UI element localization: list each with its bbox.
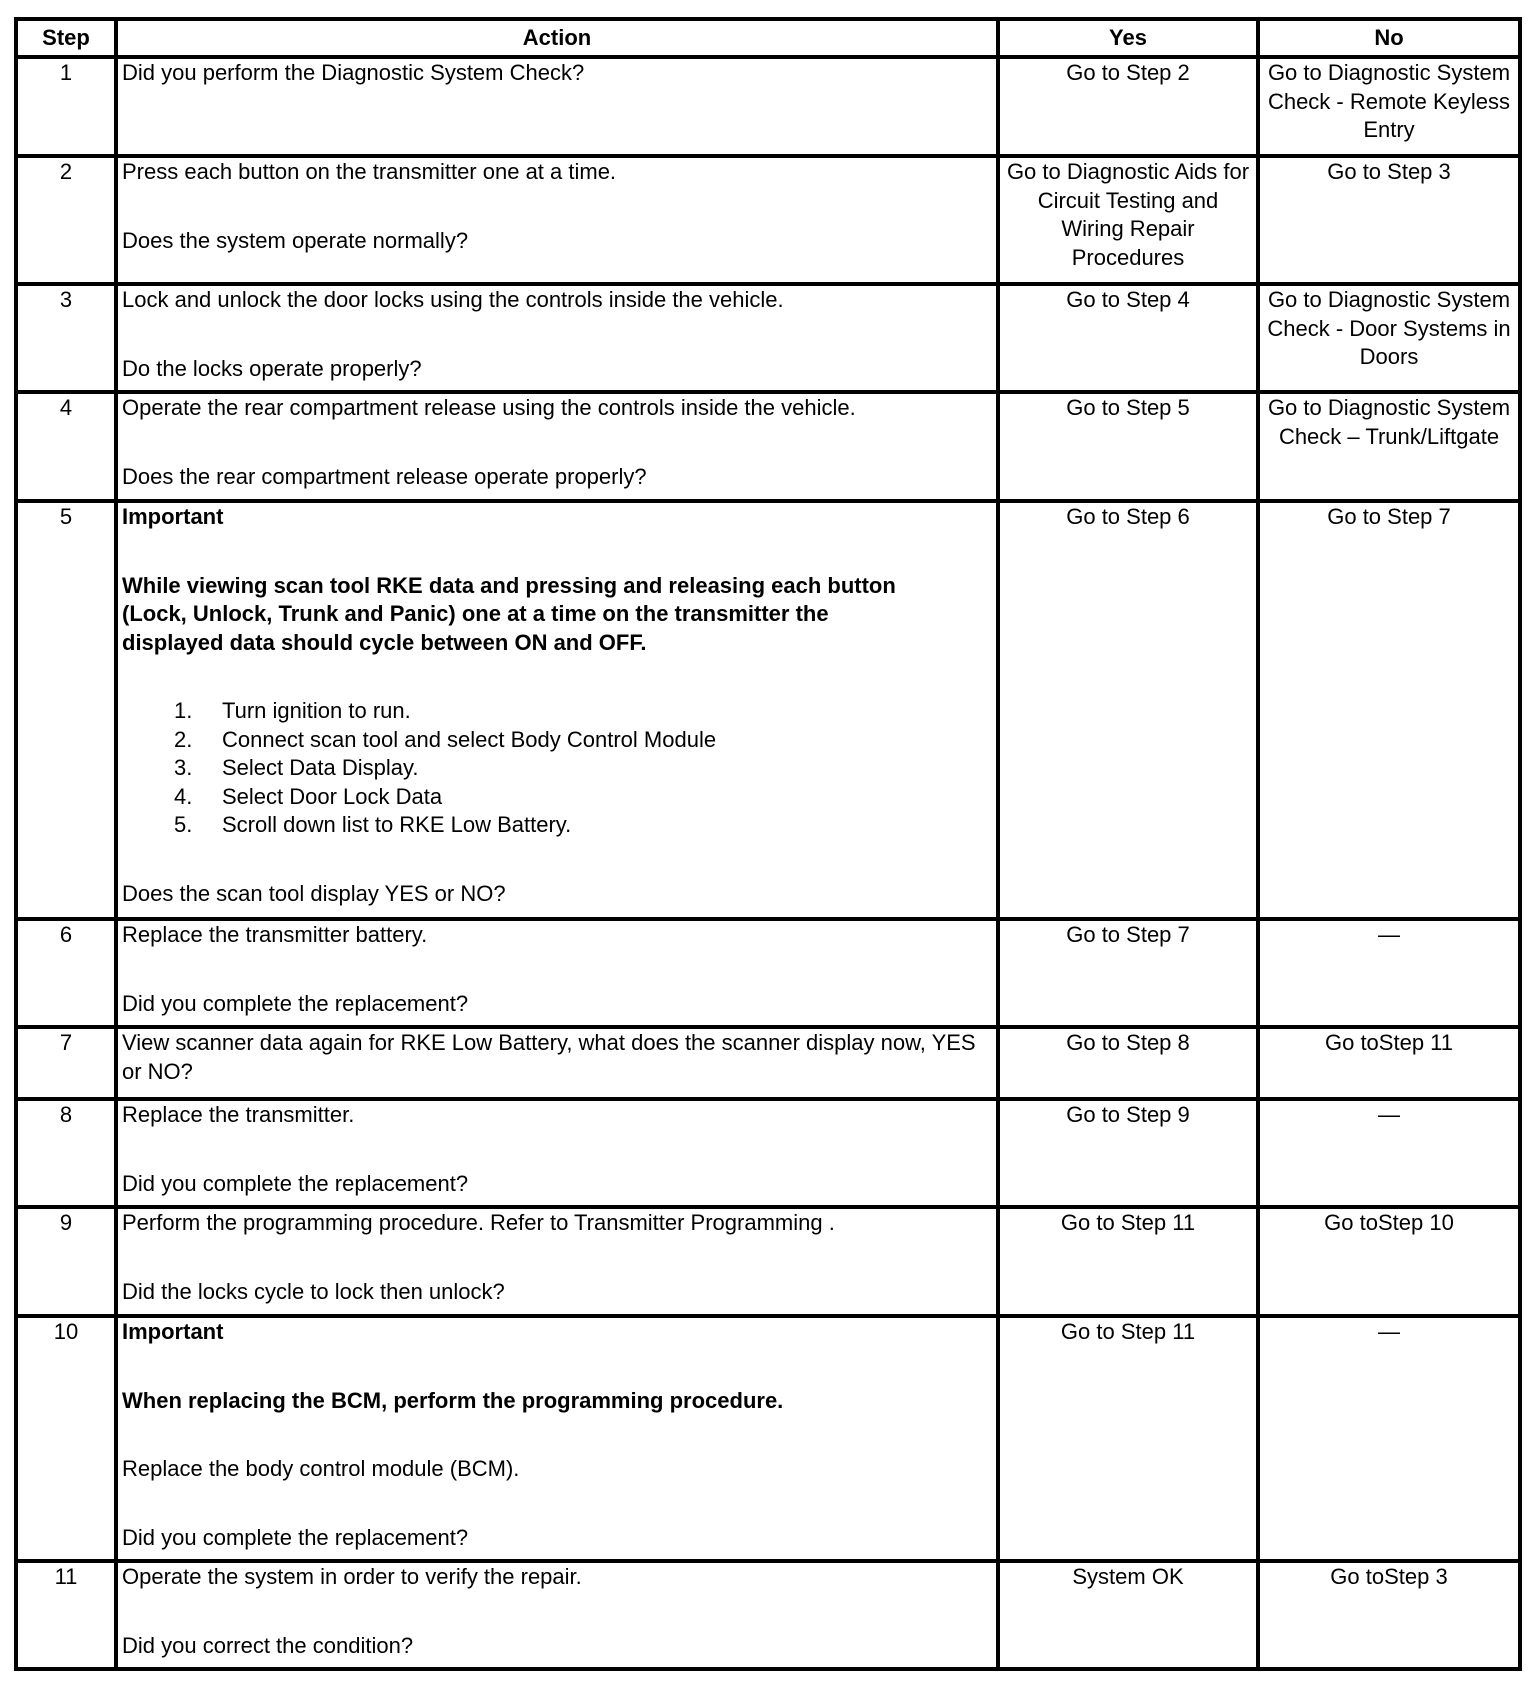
no-cell: Go toStep 11 [1258,1027,1520,1099]
action-cell [116,919,998,1027]
action-question: Does the system operate normally? [122,227,469,253]
no-cell: Go to Step 7 [1258,501,1520,919]
header-no: No [1258,19,1520,57]
no-cell: Go to Diagnostic System Check - Door Systems in Doors [1258,284,1520,392]
action-cell [116,156,998,284]
header-action: Action [116,19,998,57]
action-question: Did you complete the replacement? [122,1170,469,1196]
substep-item: 4. Select Door Lock Data [174,783,443,809]
yes-cell: Go to Step 6 [998,501,1258,919]
substep-item: 2. Connect scan tool and select Body Control Module [174,726,717,752]
action-cell [116,1561,998,1669]
step-number: 2 [16,156,116,284]
table-row [16,1316,1520,1561]
diagnostic-table [14,17,1522,1671]
action-text: Lock and unlock the door locks using the controls inside the vehicle. [122,287,784,312]
action-question: Did you correct the condition? [122,1632,414,1658]
important-label: Important [122,504,224,529]
action-cell [116,1316,998,1561]
no-cell: Go to Step 3 [1258,156,1520,284]
no-cell: Go toStep 10 [1258,1207,1520,1316]
important-label: Important [122,1319,224,1344]
yes-cell: Go to Step 8 [998,1027,1258,1099]
action-text: Press each button on the transmitter one at a time. [122,159,617,184]
substep-item: 1. Turn ignition to run. [174,698,411,723]
action-question: Does the rear compartment release operate properly? [122,463,647,489]
action-question: Do the locks operate properly? [122,355,422,381]
table-row [16,392,1520,501]
important-note: While viewing scan tool RKE data and pressing and releasing each button (Lock, Unlock, Trunk and Panic) one at a time on the transmitter the displayed data should cycle between ON and OFF. [122,572,896,655]
yes-cell: Go to Step 11 [998,1207,1258,1316]
action-text: Perform the programming procedure. Refer to Transmitter Programming . [122,1210,835,1235]
action-text: Replace the transmitter. [122,1102,355,1127]
action-question: Did you complete the replacement? [122,1524,469,1550]
yes-cell: Go to Step 7 [998,919,1258,1027]
action-cell [116,284,998,392]
substep-item: 5. Scroll down list to RKE Low Battery. [174,812,572,837]
yes-cell: Go to Step 9 [998,1099,1258,1207]
step-number: 7 [16,1027,116,1099]
table-row [16,1027,1520,1099]
action-text: Replace the transmitter battery. [122,922,428,947]
step-number: 3 [16,284,116,392]
step-number: 5 [16,501,116,919]
step-number: 9 [16,1207,116,1316]
action-cell [116,57,998,156]
substep-list [122,697,992,840]
yes-cell: System OK [998,1561,1258,1669]
table-row [16,1207,1520,1316]
table-row [16,1561,1520,1669]
action-text: Operate the rear compartment release using the controls inside the vehicle. [122,395,856,420]
no-cell: Go to Diagnostic System Check – Trunk/Liftgate [1258,392,1520,501]
step-number: 8 [16,1099,116,1207]
step-number: 6 [16,919,116,1027]
table-row [16,1099,1520,1207]
table-row [16,57,1520,156]
action-cell [116,501,998,919]
substep-item: 3. Select Data Display. [174,755,419,780]
yes-cell: Go to Step 4 [998,284,1258,392]
action-question: Does the scan tool display YES or NO? [122,880,506,906]
header-row [16,19,1520,57]
no-cell: — [1258,1099,1520,1207]
action-cell [116,1099,998,1207]
step-number: 10 [16,1316,116,1561]
action-cell [116,1027,998,1099]
action-question: Did you complete the replacement? [122,990,469,1016]
no-cell: — [1258,919,1520,1027]
table-row [16,501,1520,919]
yes-cell: Go to Step 11 [998,1316,1258,1561]
action-text: View scanner data again for RKE Low Battery, what does the scanner display now, YES or NO? [122,1030,976,1084]
step-number: 11 [16,1561,116,1669]
table-row [16,284,1520,392]
step-number: 1 [16,57,116,156]
no-cell: Go toStep 3 [1258,1561,1520,1669]
action-text: Did you perform the Diagnostic System Check? [122,60,585,85]
no-cell: Go to Diagnostic System Check - Remote Keyless Entry [1258,57,1520,156]
action-cell [116,392,998,501]
yes-cell: Go to Step 5 [998,392,1258,501]
action-question: Did the locks cycle to lock then unlock? [122,1278,505,1304]
header-yes: Yes [998,19,1258,57]
action-text: Operate the system in order to verify the repair. [122,1564,582,1589]
yes-cell: Go to Diagnostic Aids for Circuit Testing and Wiring Repair Procedures [998,156,1258,284]
important-note: When replacing the BCM, perform the programming procedure. [122,1387,784,1413]
yes-cell: Go to Step 2 [998,57,1258,156]
step-number: 4 [16,392,116,501]
action-cell [116,1207,998,1316]
table-row [16,919,1520,1027]
no-cell: — [1258,1316,1520,1561]
action-text: Replace the body control module (BCM). [122,1456,520,1481]
table-row [16,156,1520,284]
header-step: Step [16,19,116,57]
